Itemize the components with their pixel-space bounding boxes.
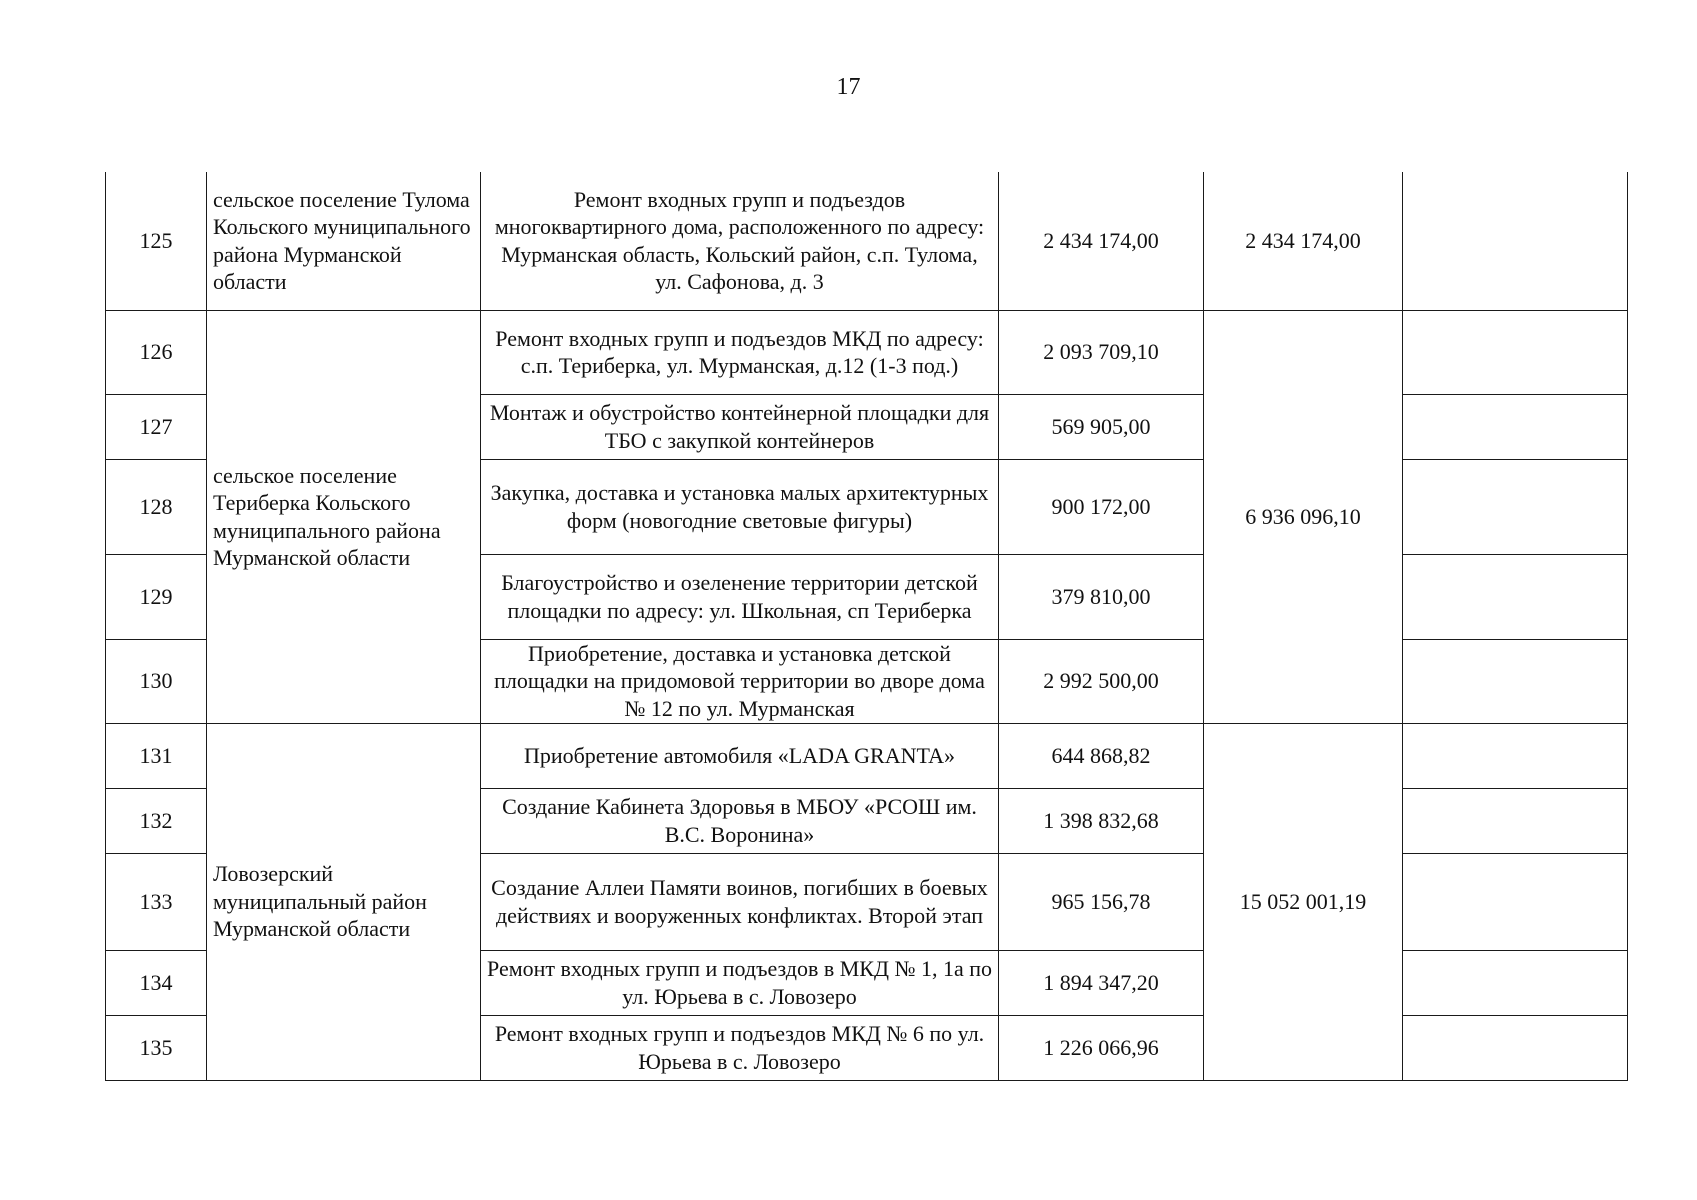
empty-cell (1403, 172, 1628, 310)
group-total-cell: 15 052 001,19 (1204, 723, 1403, 1080)
amount-cell: 900 172,00 (999, 459, 1204, 554)
group-total-cell: 2 434 174,00 (1204, 172, 1403, 310)
empty-cell (1403, 723, 1628, 788)
description-cell: Монтаж и обустройство контейнерной площадки для ТБО с закупкой контейнеров (481, 394, 999, 459)
amount-cell: 1 398 832,68 (999, 788, 1204, 853)
row-number: 134 (106, 950, 207, 1015)
description-cell: Благоустройство и озеленение территории детской площадки по адресу: ул. Школьная, сп Териберка (481, 554, 999, 639)
row-number: 129 (106, 554, 207, 639)
empty-cell (1403, 554, 1628, 639)
amount-cell: 569 905,00 (999, 394, 1204, 459)
amount-cell: 2 093 709,10 (999, 310, 1204, 394)
funding-table (105, 172, 1628, 1081)
description-cell: Создание Аллеи Памяти воинов, погибших в боевых действиях и вооруженных конфликтах. Второй этап (481, 853, 999, 950)
row-number: 125 (106, 172, 207, 310)
organization-cell: сельское поселение Териберка Кольского муниципального района Мурманской области (207, 310, 481, 723)
description-cell: Закупка, доставка и установка малых архитектурных форм (новогодние световые фигуры) (481, 459, 999, 554)
empty-cell (1403, 310, 1628, 394)
empty-cell (1403, 394, 1628, 459)
row-number: 130 (106, 639, 207, 723)
row-number: 133 (106, 853, 207, 950)
group-total-cell: 6 936 096,10 (1204, 310, 1403, 723)
row-number: 126 (106, 310, 207, 394)
amount-cell: 2 434 174,00 (999, 172, 1204, 310)
page-number: 17 (836, 74, 861, 100)
amount-cell: 1 894 347,20 (999, 950, 1204, 1015)
description-cell: Ремонт входных групп и подъездов в МКД № 1, 1а по ул. Юрьева в с. Ловозеро (481, 950, 999, 1015)
amount-cell: 379 810,00 (999, 554, 1204, 639)
row-number: 135 (106, 1015, 207, 1080)
row-number: 131 (106, 723, 207, 788)
amount-cell: 1 226 066,96 (999, 1015, 1204, 1080)
table-row (106, 723, 1628, 788)
amount-cell: 2 992 500,00 (999, 639, 1204, 723)
description-cell: Создание Кабинета Здоровья в МБОУ «РСОШ им. В.С. Воронина» (481, 788, 999, 853)
empty-cell (1403, 639, 1628, 723)
empty-cell (1403, 950, 1628, 1015)
description-cell: Приобретение автомобиля «LADA GRANTA» (481, 723, 999, 788)
description-cell: Ремонт входных групп и подъездов МКД № 6 по ул. Юрьева в с. Ловозеро (481, 1015, 999, 1080)
table-row (106, 172, 1628, 310)
organization-cell: сельское поселение Тулома Кольского муниципального района Мурманской области (207, 172, 481, 310)
amount-cell: 644 868,82 (999, 723, 1204, 788)
row-number: 128 (106, 459, 207, 554)
description-cell: Приобретение, доставка и установка детской площадки на придомовой территории во дворе дома № 12 по ул. Мурманская (481, 639, 999, 723)
table-row (106, 310, 1628, 394)
description-cell: Ремонт входных групп и подъездов МКД по адресу: с.п. Териберка, ул. Мурманская, д.12 (1-3 под.) (481, 310, 999, 394)
empty-cell (1403, 788, 1628, 853)
amount-cell: 965 156,78 (999, 853, 1204, 950)
row-number: 127 (106, 394, 207, 459)
row-number: 132 (106, 788, 207, 853)
organization-cell: Ловозерский муниципальный район Мурманской области (207, 723, 481, 1080)
empty-cell (1403, 459, 1628, 554)
empty-cell (1403, 853, 1628, 950)
description-cell: Ремонт входных групп и подъездов многоквартирного дома, расположенного по адресу: Мурманская область, Кольский район, с.п. Тулома, ул. Сафонова, д. 3 (481, 172, 999, 310)
empty-cell (1403, 1015, 1628, 1080)
